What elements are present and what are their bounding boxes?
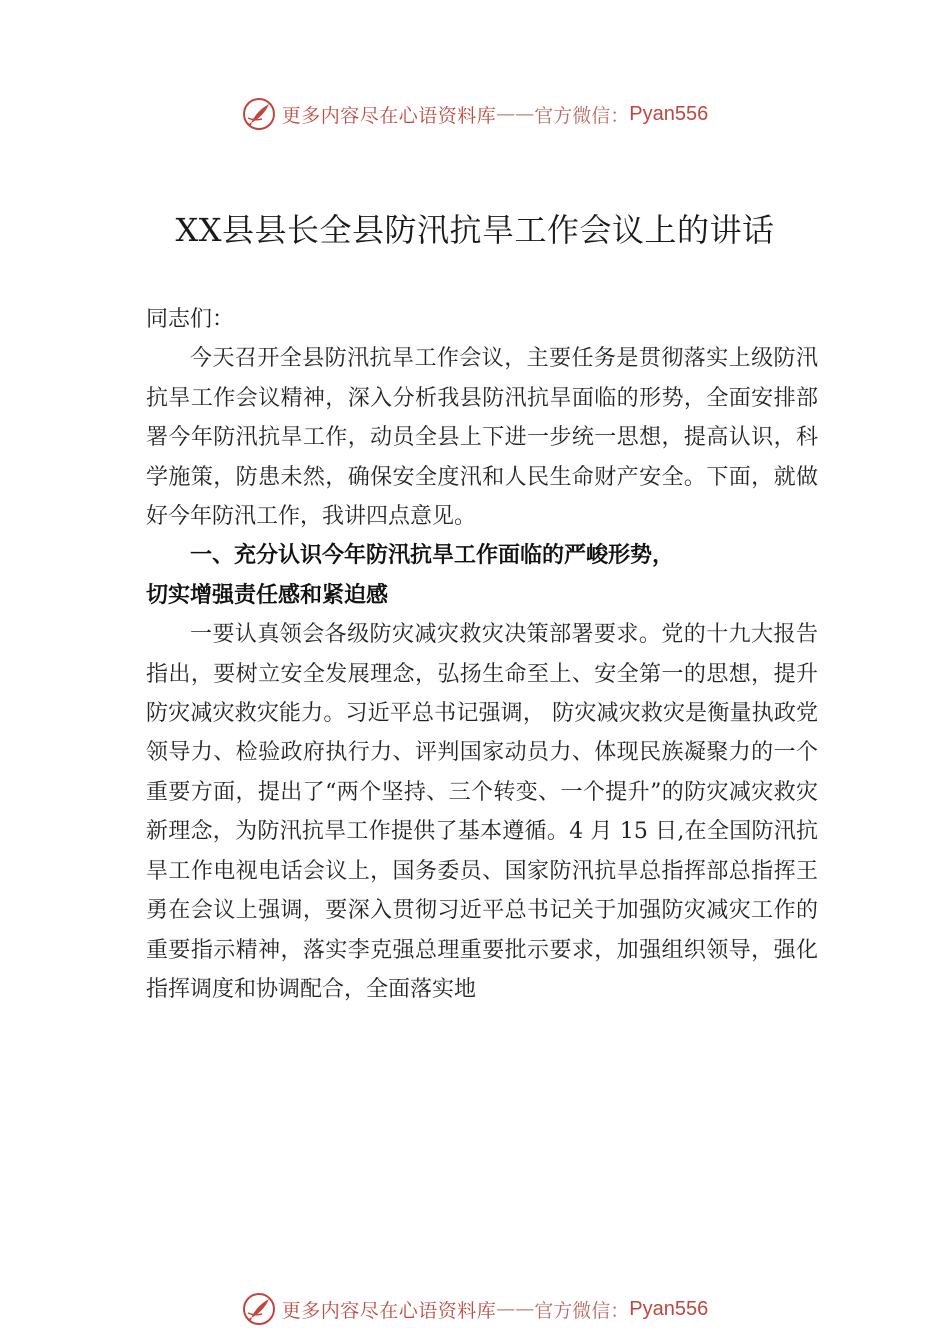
section-heading-line1: 一、充分认识今年防汛抗旱工作面临的严峻形势，: [190, 543, 675, 569]
banner-text: 更多内容尽在心语资料库: [281, 1299, 497, 1322]
document-title: XX县县长全县防汛抗旱工作会议上的讲话: [175, 211, 775, 249]
header-banner[interactable]: [0, 94, 950, 134]
intro-paragraph: 今天召开全县防汛抗旱工作会议，主要任务是贯彻落实上级防汛抗旱工作会议精神，深入分析我县防汛抗旱面临的形势，全面安排部署今年防汛抗旱工作，动员全县上下进一步统一思想，提高认识，科学施策，防患未然，确保安全度汛和人民生命财产安全。下面，就做好今年防汛工作，我讲四点意见。: [146, 346, 818, 530]
document-body: [146, 300, 818, 1009]
banner-contact-label: 官方微信：: [534, 104, 630, 127]
banner-contact-id: Pyan556: [629, 102, 709, 125]
section-paragraph: 一要认真领会各级防灾减灾救灾决策部署要求。党的十九大报告指出，要树立安全发展理念，弘扬生命至上、安全第一的思想，提升防灾减灾救灾能力。习近平总书记强调， 防灾减灾救灾是衡量执政党领导力、检验政府执行力、评判国家动员力、体现民族凝聚力的一个重要方面，提出了“两个坚持、三个转变、一个提升”的防灾减灾救灾新理念，为防汛抗旱工作提供了基本遵循。4 月 15 日,在全国防汛抗旱工作电视电话会议上，国务委员、国家防汛抗旱总指挥部总指挥王勇在会议上强调，要深入贯彻习近平总书记关于加强防灾减灾工作的重要指示精神，落实李克强总理重要批示要求，加强组织领导，强化指挥调度和协调配合，全面落实地: [146, 622, 818, 1002]
banner-text: 更多内容尽在心语资料库: [281, 104, 497, 127]
section-heading-line2: 切实增强责任感和紧迫感: [146, 582, 389, 608]
quill-pen-logo-icon: [242, 97, 276, 131]
footer-banner[interactable]: [0, 1289, 950, 1329]
banner-contact-id: Pyan556: [629, 1297, 709, 1320]
banner-separator: ——: [496, 103, 535, 125]
quill-pen-logo-icon: [242, 1292, 276, 1326]
salutation: 同志们：: [146, 307, 235, 332]
banner-separator: ——: [496, 1298, 535, 1320]
banner-contact-label: 官方微信：: [534, 1299, 630, 1322]
